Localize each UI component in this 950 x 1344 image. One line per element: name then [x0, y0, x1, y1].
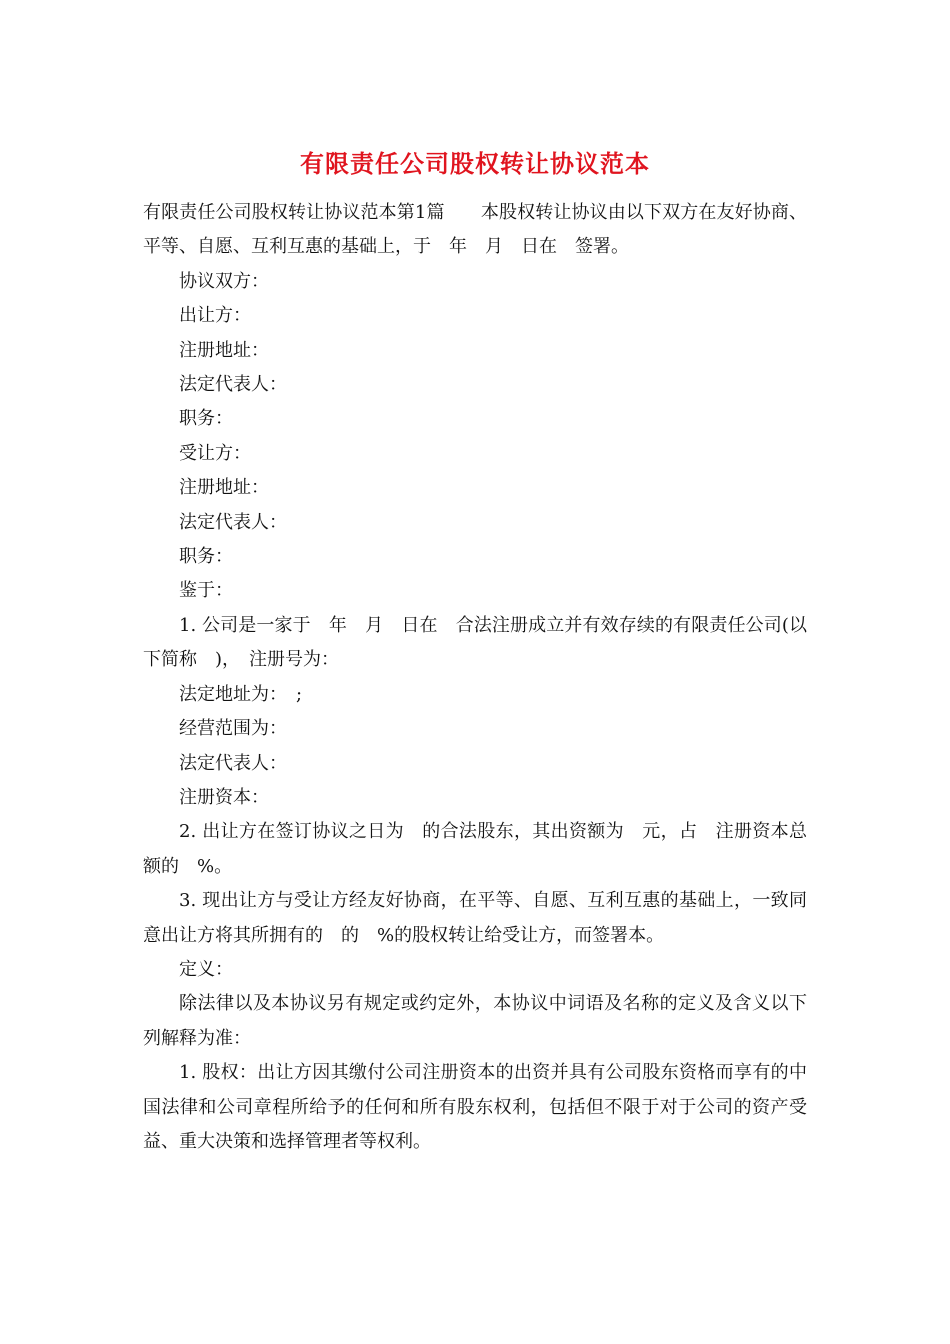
transferor-legal-rep-label: 法定代表人： — [179, 374, 287, 396]
definitions-heading: 定义： — [179, 958, 233, 980]
transferee-legal-rep-label: 法定代表人： — [179, 511, 287, 533]
definitions-intro: 除法律以及本协议另有规定或约定外，本协议中词语及名称的定义及含义以下列解释为准： — [143, 993, 807, 1049]
transferor-label: 出让方： — [179, 305, 251, 327]
legal-address-label: 法定地址为： ; — [179, 683, 303, 705]
document-body — [143, 196, 807, 1159]
business-scope-label: 经营范围为： — [179, 718, 287, 740]
whereas-item-3: 3. 现出让方与受让方经友好协商，在平等、自愿、互利互惠的基础上，一致同意出让方将其所拥有的 的 %的股权转让给受让方，而签署本。 — [143, 890, 807, 946]
company-legal-rep-label: 法定代表人： — [179, 752, 287, 774]
parties-heading: 协议双方： — [179, 270, 269, 292]
intro-paragraph: 有限责任公司股权转让协议范本第1篇 本股权转让协议由以下双方在友好协商、平等、自愿、互利互惠的基础上，于 年 月 日在 签署。 — [143, 202, 807, 258]
whereas-item-2: 2. 出让方在签订协议之日为 的合法股东，其出资额为 元，占 注册资本总额的 %。 — [143, 821, 807, 877]
definition-item-1: 1. 股权：出让方因其缴付公司注册资本的出资并具有公司股东资格而享有的中国法律和公司章程所给予的任何和所有股东权利，包括但不限于对于公司的资产受益、重大决策和选择管理者等权利。 — [143, 1062, 807, 1152]
transferee-address-label: 注册地址： — [179, 477, 269, 499]
transferor-address-label: 注册地址： — [179, 339, 269, 361]
whereas-heading: 鉴于： — [179, 580, 233, 602]
whereas-item-1: 1. 公司是一家于 年 月 日在 合法注册成立并有效存续的有限责任公司(以下简称 )， 注册号为： — [143, 614, 807, 671]
transferee-label: 受让方： — [179, 442, 251, 464]
registered-capital-label: 注册资本： — [179, 786, 269, 808]
document-title: 有限责任公司股权转让协议范本 — [300, 150, 650, 178]
transferee-position-label: 职务： — [179, 546, 233, 568]
transferor-position-label: 职务： — [179, 408, 233, 430]
